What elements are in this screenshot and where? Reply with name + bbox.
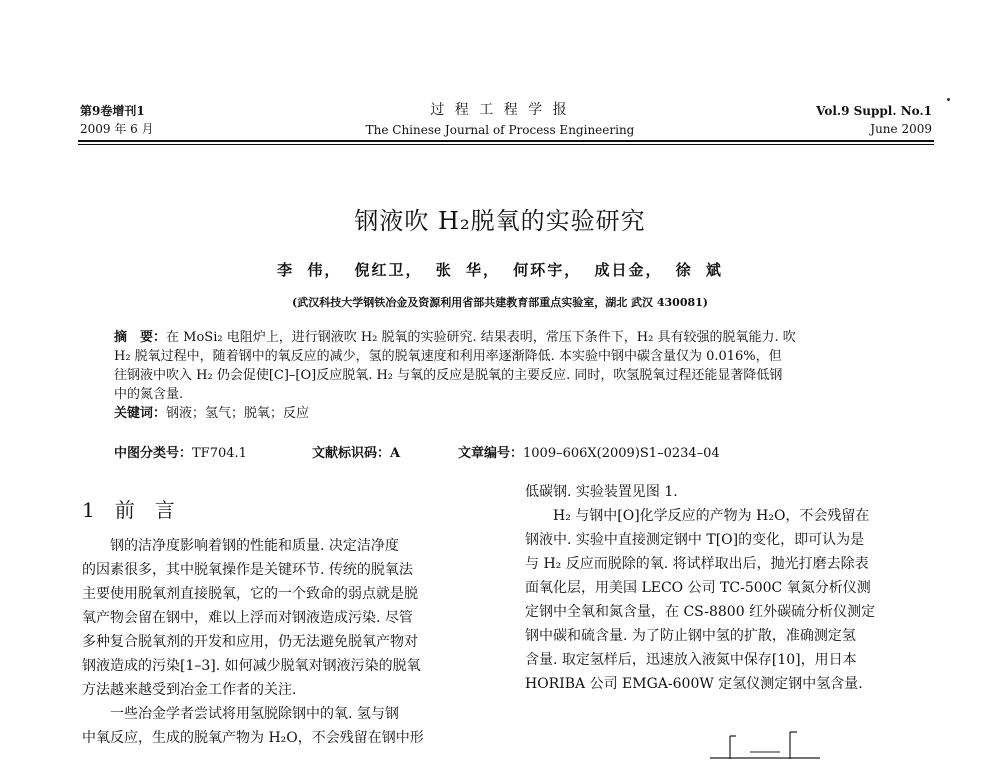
article-no-row [458,444,720,463]
header-issue: Vol.9 Suppl. No.1 [816,104,932,118]
paragraph-line: 钢液造成的污染[1–3]. 如何减少脱氧对钢液污染的脱氧 [82,658,421,674]
paragraph-line: 的因素很多，其中脱氧操作是关键环节. 传统的脱氧法 [82,562,413,578]
doc-code-label: 文献标识码： [312,446,391,461]
article-no-label: 文章编号： [458,446,524,461]
paragraph-line: 钢的洁净度影响着钢的性能和质量. 决定洁净度 [110,538,399,554]
paragraph-line: 定钢中全氧和氮含量，在 CS-8800 红外碳硫分析仪测定 [525,604,876,620]
header-month: June 2009 [870,122,932,136]
header-volume: 第9卷增刊1 [80,104,145,118]
article-no-value: 1009–606X(2009)S1–0234–04 [523,446,720,461]
paragraph-line: H₂ 与钢中[O]化学反应的产物为 H₂O，不会残留在 [553,508,870,524]
paragraph-line: 与 H₂ 反应而脱除的氧. 将试样取出后，抛光打磨去除表 [525,556,869,572]
abstract-line: H₂ 脱氧过程中，随着钢中的氧反应的减少，氢的脱氧速度和利用率逐渐降低. 本实验中钢中碳含量仅为 0.016%，但 [114,349,782,364]
article-authors: 李 伟， 倪红卫， 张 华， 何环宇， 成日金， 徐 斌 [277,261,723,279]
paragraph-line: HORIBA 公司 EMGA-600W 定氢仪测定钢中氢含量. [525,676,863,692]
header-journal-cn: 过 程 工 程 学 报 [430,102,570,118]
paragraph-line: 钢中碳和硫含量. 为了防止钢中氢的扩散，准确测定氢 [525,628,856,644]
keywords-value: 钢液；氢气；脱氧；反应 [166,406,310,421]
abstract-line: 往钢液中吹入 H₂ 仍会促使[C]–[O]反应脱氧. H₂ 与氧的反应是脱氧的主要反应. 同时，吹氢脱氧过程还能显著降低钢 [114,368,783,383]
abstract-line: 在 MoSi₂ 电阻炉上，进行钢液吹 H₂ 脱氧的实验研究. 结果表明，常压下条件下，H₂ 具有较强的脱氧能力. 吹 [166,330,796,345]
doc-code-value: A [390,446,401,461]
paragraph-line: 一些冶金学者尝试将用氢脱除钢中的氧. 氢与钢 [110,706,399,722]
abstract-label: 摘 要： [114,330,167,345]
article-title: 钢液吹 H₂脱氧的实验研究 [354,207,646,235]
paragraph-line: 中氧反应，生成的脱氧产物为 H₂O，不会残留在钢中形 [82,730,424,746]
paragraph-line: 氧产物会留在钢中，难以上浮而对钢液造成污染. 尽管 [82,610,413,626]
paragraph-line: 含量. 取定氢样后，迅速放入液氮中保存[10]，用日本 [525,652,857,668]
doc-code-row [312,444,400,463]
header-journal-en: The Chinese Journal of Process Engineering [365,123,635,137]
abstract [114,328,934,423]
abstract-line: 中的氮含量. [114,387,184,402]
right-column [525,480,935,696]
section-heading: 1 前 言 [82,498,175,522]
header-date: 2009 年 6 月 [80,122,154,136]
keywords-label: 关键词： [114,406,167,421]
clc-label: 中图分类号： [114,446,193,461]
paragraph-line: 低碳钢. 实验装置见图 1. [525,484,678,500]
header-rule-thick [78,140,934,142]
classification-row [114,444,247,463]
paragraph-line: 面氧化层，用美国 LECO 公司 TC-500C 氧氮分析仪测 [525,580,871,596]
paragraph-line: 方法越来越受到冶金工作者的关注. [82,682,297,698]
paragraph-line: 多种复合脱氧剂的开发和应用，仍无法避免脱氧产物对 [82,634,418,650]
paragraph-line: 主要使用脱氧剂直接脱氧，它的一个致命的弱点就是脱 [82,586,418,602]
header-rule-thin [78,144,934,145]
paragraph-line: 钢液中. 实验中直接测定钢中 T[O]的变化，即可认为是 [525,532,865,548]
keywords-row [114,404,934,423]
clc-value: TF704.1 [192,446,247,461]
left-column [82,534,490,750]
scan-speck [947,98,950,101]
apparatus-figure-fragment [690,728,830,760]
article-affiliation: (武汉科技大学钢铁冶金及资源利用省部共建教育部重点实验室，湖北 武汉 430081) [292,296,708,309]
